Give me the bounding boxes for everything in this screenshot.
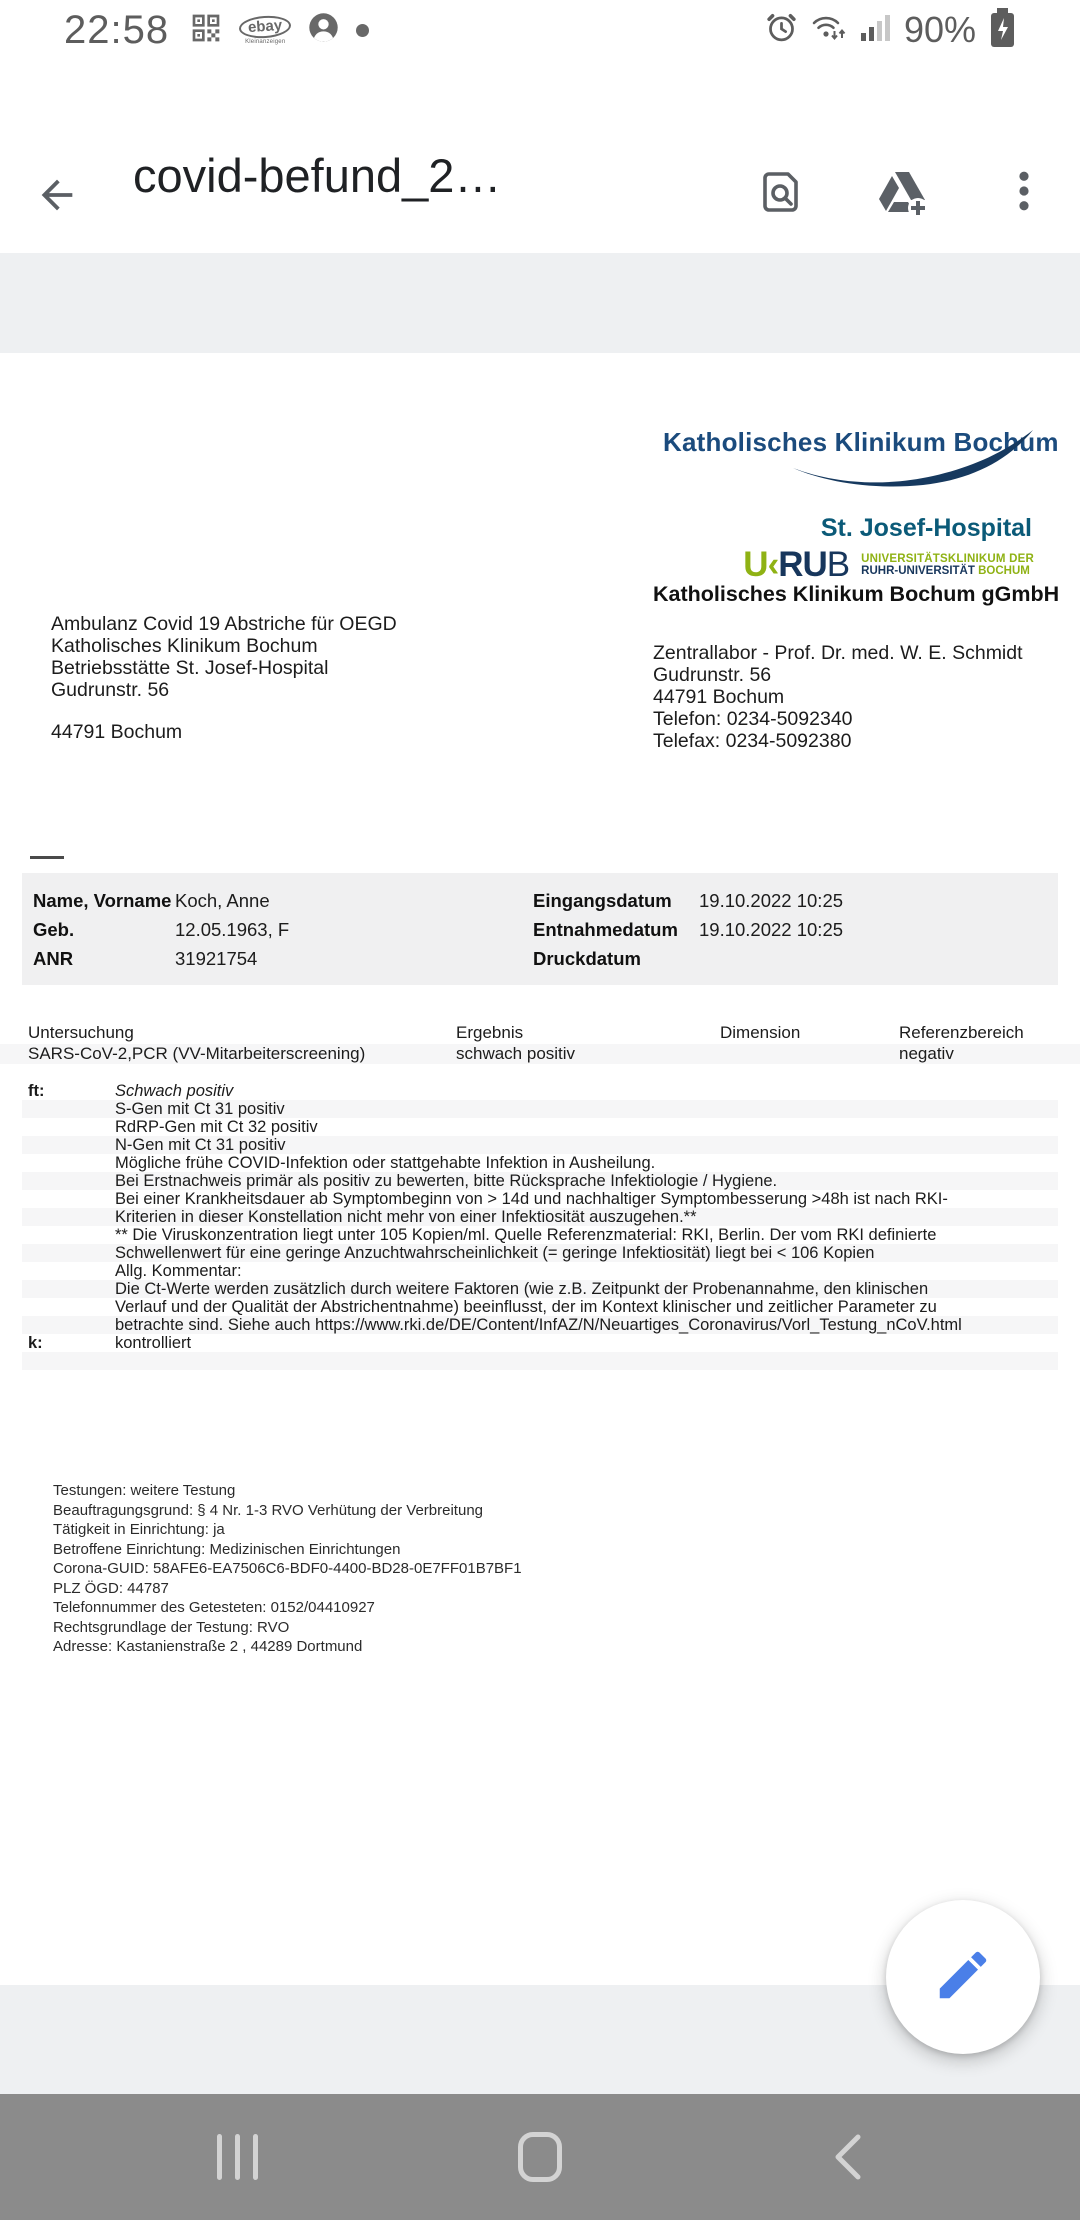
comment-line: Allg. Kommentar: [115,1262,242,1280]
comment-line: Die Ct-Werte werden zusätzlich durch weitere Faktoren (wie z.B. Zeitpunkt der Probenannahme, den klinischen [22,1280,1058,1298]
comment-line: betrachte sind. Siehe auch https://www.rki.de/DE/Content/InfAZ/N/Neuartiges_Coronavirus/Vorl_Testung_nCoV.html [22,1316,1058,1334]
comment-line: ft: Schwach positiv [28,1082,234,1100]
find-in-document-button[interactable] [758,168,806,221]
back-nav-button[interactable] [832,2134,862,2185]
add-to-drive-button[interactable] [876,168,930,223]
battery-charging-icon [989,7,1016,54]
home-button[interactable] [518,2132,562,2182]
logo-swoosh [793,430,1033,493]
comment-line [22,1352,1058,1370]
content-background-top [0,253,1080,353]
ukrub-logo: U‹RUB UNIVERSITÄTSKLINIKUM DER RUHR-UNIVERSITÄT BOCHUM [743,545,1034,584]
comment-line: Schwellenwert für eine geringe Anzuchtwahrscheinlichkeit (= geringe Infektiosität) liegt bei < 106 Kopien [22,1244,1058,1262]
comment-line: S-Gen mit Ct 31 positiv [22,1100,1058,1118]
comment-line: Bei Erstnachweis primär als positiv zu bewerten, bitte Rücksprache Infektiologie / Hygiene. [22,1172,1058,1190]
results-data-row: SARS-CoV-2,PCR (VV-Mitarbeiterscreening) schwach positiv negativ [0,1044,1080,1064]
back-button[interactable] [34,172,80,223]
comment-line: ** Die Viruskonzentration liegt unter 105 Kopien/ml. Quelle Referenzmaterial: RKI, Berlin. Der vom RKI definierte [115,1226,937,1244]
clinic-logo-text: Katholisches Klinikum Bochum [663,427,1059,457]
edit-fab-button[interactable] [886,1900,1040,2054]
comment-line: Bei einer Krankheitsdauer ab Symptombeginn von > 14d und nachhaltiger Symptombesserung >48h ist nach RKI- [115,1190,948,1208]
qr-code-notification-icon [190,12,222,49]
comment-line: RdRP-Gen mit Ct 32 positiv [115,1118,318,1136]
patient-info-panel: Name, Vorname Koch, Anne Eingangsdatum 19.10.2022 10:25 Geb. 12.05.1963, F Entnahmedatum 19.10.2022 10:25 ANR 31921754 Druckdatum [22,873,1058,985]
ebay-kleinanzeigen-notification-icon: ebay Kleinanzeigen [239,16,291,45]
comment-line: Verlauf und der Qualität der Abstrichentnahme) beeinflusst, der im Kontext klinischer und zeitlicher Parameter zu [115,1298,937,1316]
wifi-icon [811,13,847,48]
account-notification-icon [308,12,339,48]
navigation-bar [0,2094,1080,2220]
comment-line: Mögliche frühe COVID-Infektion oder stattgehabte Infektion in Ausheilung. [115,1154,656,1172]
comment-line: k: kontrolliert [28,1334,192,1352]
clock-text: 22:58 [64,7,170,52]
notification-dot-icon [356,24,369,37]
organization-name: Katholisches Klinikum Bochum gGmbH [653,582,1060,606]
test-meta-block: Testungen: weitere Testung Beauftragungsgrund: § 4 Nr. 1-3 RVO Verhütung der Verbreitung Tätigkeit in Einrichtung: ja Betroffene Einrichtung: Medizinischen Einrichtungen Corona-GUID: 58AFE6-EA7506C6-BDF0-4400-BD28-0E7FF01B7BF1 PLZ ÖGD: 44787 Telefonnummer des Getesteten: 0152/04410927 Rechtsgrundlage der Testung: RVO Adresse: Kastanienstraße 2 , 44289 Dortmund [53,1482,522,1655]
document-title: covid-befund_2… [133,149,502,202]
status-bar [0,0,1080,60]
battery-percent-text: 90% [903,9,976,50]
pdf-page[interactable] [0,353,1080,1985]
fold-mark [30,856,64,859]
results-header-row: Untersuchung Ergebnis Dimension Referenzbereich [28,1023,1024,1042]
cell-signal-icon [860,12,891,48]
alarm-icon [765,11,798,49]
recents-button[interactable] [217,2134,258,2180]
comments-block [22,1082,1058,1370]
app-bar [0,60,1080,253]
lab-address-block: Zentrallabor - Prof. Dr. med. W. E. Schmidt Gudrunstr. 56 44791 Bochum Telefon: 0234-5092340 Telefax: 0234-5092380 [653,642,1023,752]
comment-line: Kriterien in dieser Konstellation nicht mehr von einer Infektiosität auszugehen.** [22,1208,1058,1226]
sender-address-block: Ambulanz Covid 19 Abstriche für OEGD Katholisches Klinikum Bochum Betriebsstätte St. Josef-Hospital Gudrunstr. 56 44791 Bochum [51,613,397,743]
hospital-logo-text: St. Josef-Hospital [820,514,1032,542]
overflow-menu-button[interactable] [1004,168,1044,219]
comment-line: N-Gen mit Ct 31 positiv [22,1136,1058,1154]
pencil-icon [932,1944,994,2011]
